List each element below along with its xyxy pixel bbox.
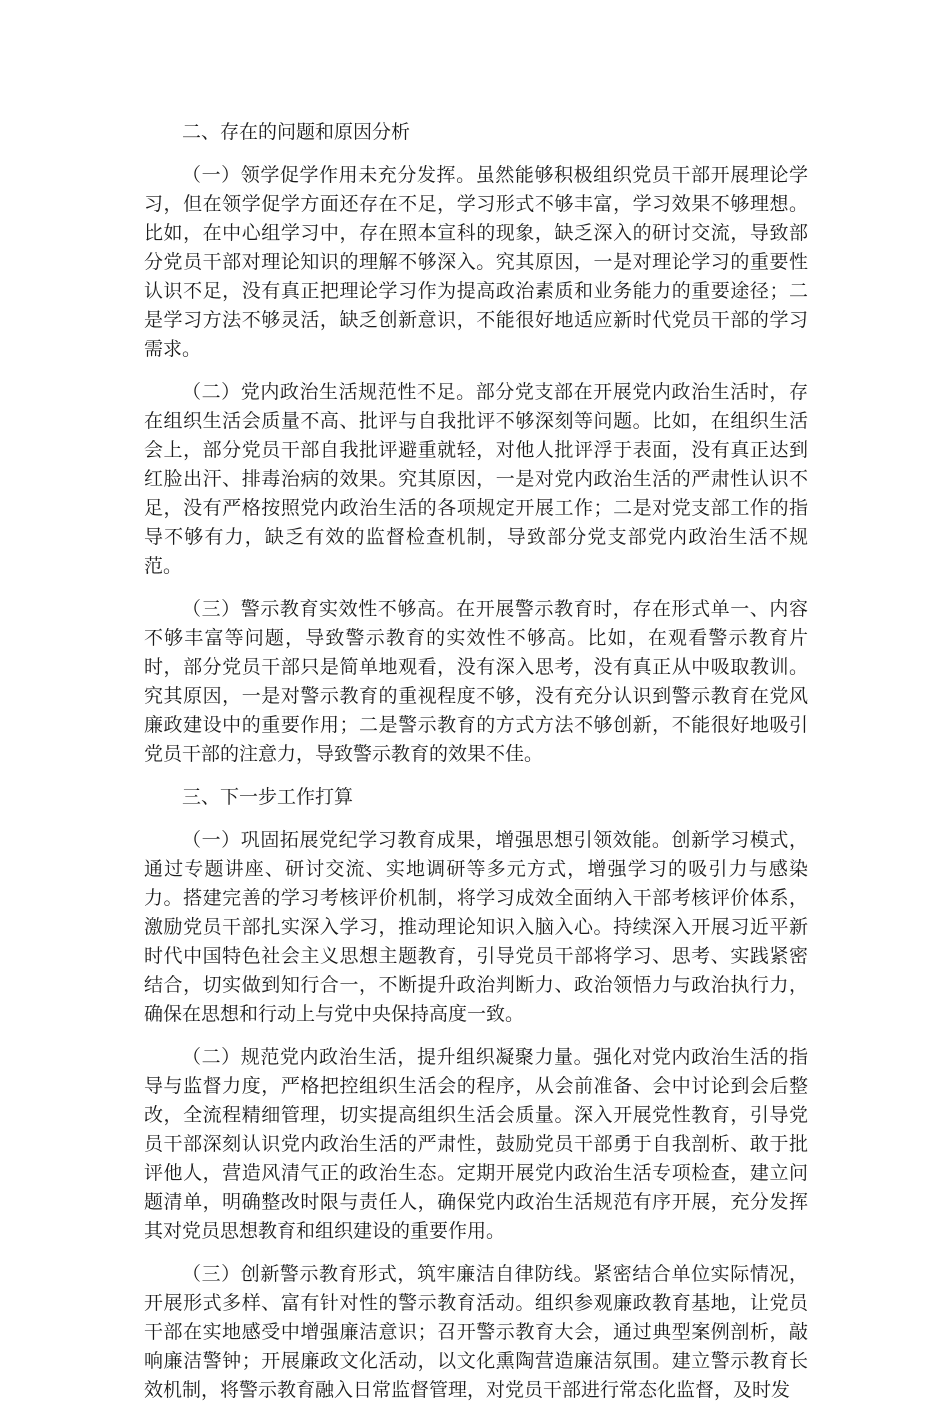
paragraph: （三）警示教育实效性不够高。在开展警示教育时，存在形式单一、内容不够丰富等问题，导致警示教育的实效性不够高。比如，在观看警示教育片时，部分党员干部只是简单地观看，没有深入思考，没有真正从中吸取教训。究其原因，一是对警示教育的重视程度不够，没有充分认识到警示教育在党风廉政建设中的重要作用；二是警示教育的方式方法不够创新，不能很好地吸引党员干部的注意力，导致警示教育的效果不佳。 [144,598,808,765]
paragraph: （一）领学促学作用未充分发挥。虽然能够积极组织党员干部开展理论学习，但在领学促学方面还存在不足，学习形式不够丰富，学习效果不够理想。比如，在中心组学习中，存在照本宣科的现象，缺乏深入的研讨交流，导致部分党员干部对理论知识的理解不够深入。究其原因，一是对理论学习的重要性认识不足，没有真正把理论学习作为提高政治素质和业务能力的重要途径；二是学习方法不够灵活，缺乏创新意识，不能很好地适应新时代党员干部的学习需求。 [144,164,808,360]
paragraph: （二）规范党内政治生活，提升组织凝聚力量。强化对党内政治生活的指导与监督力度，严格把控组织生活会的程序，从会前准备、会中讨论到会后整改，全流程精细管理，切实提高组织生活会质量。深入开展党性教育，引导党员干部深刻认识党内政治生活的严肃性，鼓励党员干部勇于自我剖析、敢于批评他人，营造风清气正的政治生态。定期开展党内政治生活专项检查，建立问题清单，明确整改时限与责任人，确保党内政治生活规范有序开展，充分发挥其对党员思想教育和组织建设的重要作用。 [144,1046,808,1242]
paragraph: （二）党内政治生活规范性不足。部分党支部在开展党内政治生活时，存在组织生活会质量不高、批评与自我批评不够深刻等问题。比如，在组织生活会上，部分党员干部自我批评避重就轻，对他人批评浮于表面，没有真正达到红脸出汗、排毒治病的效果。究其原因，一是对党内政治生活的严肃性认识不足，没有严格按照党内政治生活的各项规定开展工作；二是对党支部工作的指导不够有力，缺乏有效的监督检查机制，导致部分党支部党内政治生活不规范。 [144,381,808,577]
document-page [144,118,808,1419]
section-next-steps [144,783,808,1405]
section-heading: 三、下一步工作打算 [182,786,354,808]
paragraph: （三）创新警示教育形式，筑牢廉洁自律防线。紧密结合单位实际情况，开展形式多样、富有针对性的警示教育活动。组织参观廉政教育基地，让党员干部在实地感受中增强廉洁意识；召开警示教育大会，通过典型案例剖析，敲响廉洁警钟；开展廉政文化活动，以文化熏陶营造廉洁氛围。建立警示教育长效机制，将警示教育融入日常监督管理，对党员干部进行常态化监督，及时发 [144,1263,808,1401]
section-problems [144,118,808,769]
section-heading: 二、存在的问题和原因分析 [182,121,411,143]
paragraph: （一）巩固拓展党纪学习教育成果，增强思想引领效能。创新学习模式，通过专题讲座、研讨交流、实地调研等多元方式，增强学习的吸引力与感染力。搭建完善的学习考核评价机制，将学习成效全面纳入干部考核评价体系，激励党员干部扎实深入学习，推动理论知识入脑入心。持续深入开展习近平新时代中国特色社会主义思想主题教育，引导党员干部将学习、思考、实践紧密结合，切实做到知行合一，不断提升政治判断力、政治领悟力与政治执行力，确保在思想和行动上与党中央保持高度一致。 [144,829,808,1025]
